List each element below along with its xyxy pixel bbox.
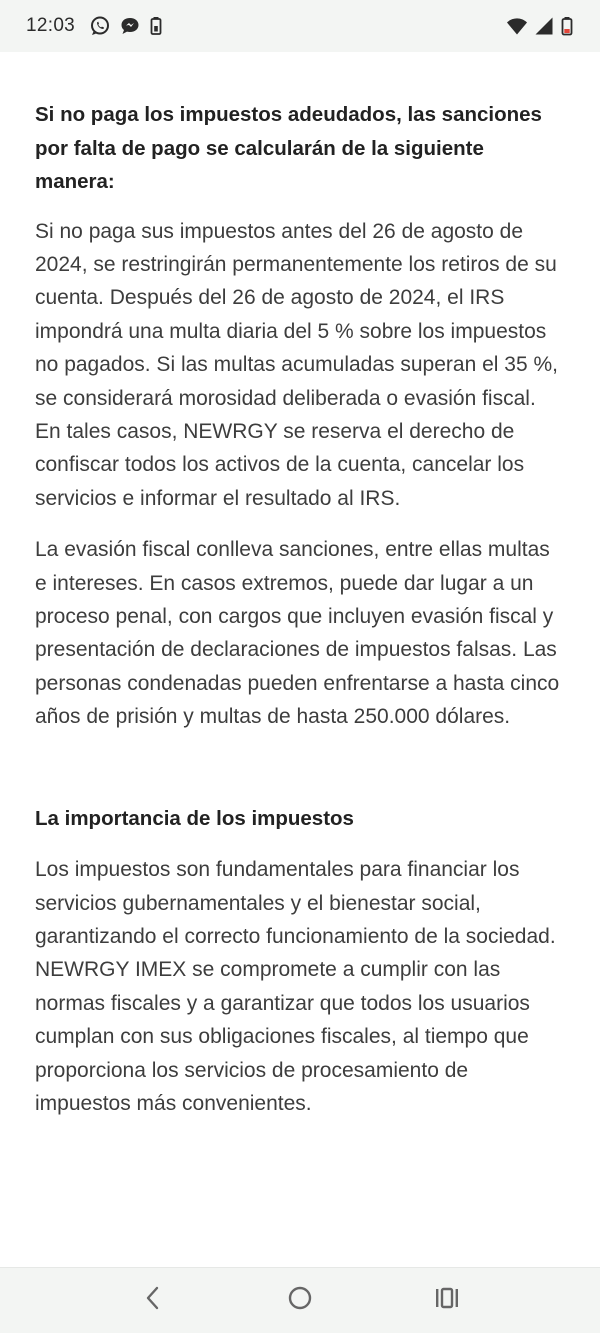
chat-bubble-icon [119, 15, 141, 37]
home-button[interactable] [270, 1276, 330, 1326]
status-left [26, 15, 171, 37]
back-icon [142, 1285, 164, 1316]
battery-saver-icon [149, 15, 163, 37]
home-icon [286, 1284, 314, 1317]
wifi-icon [506, 16, 528, 36]
status-right [500, 15, 574, 37]
status-time: 12:03 [26, 15, 76, 36]
whatsapp-icon [89, 15, 111, 37]
status-bar [0, 0, 600, 52]
back-button[interactable] [123, 1276, 183, 1326]
paragraph-payment-deadline: Si no paga sus impuestos antes del 26 de agosto de 2024, se restringirán permanentemente los retiros de su cuenta. Después del 26 de agosto de 2024, el IRS impondrá una multa diaria del 5 % sobre los impuestos no pagados. Si las multas acumuladas superan el 35 %, se considerará morosidad deliberada o evasión fiscal. En tales casos, NEWRGY se reserva el derecho de confiscar todos los activos de la cuenta, cancelar los servicios e informar el resultado al IRS. [35, 219, 558, 510]
paragraph-importance: Los impuestos son fundamentales para financiar los servicios gubernamentales y el bienestar social, garantizando el correcto funcionamiento de la sociedad. NEWRGY IMEX se compromete a cumplir con las normas fiscales y a garantizar que todos los usuarios cumplan con sus obligaciones fiscales, al tiempo que proporciona los servicios de procesamiento de impuestos más convenientes. [35, 858, 556, 1115]
navigation-bar [0, 1267, 600, 1333]
section-heading-penalties: Si no paga los impuestos adeudados, las sanciones por falta de pago se calcularán de la siguiente manera: [35, 103, 542, 193]
recent-apps-icon [434, 1286, 460, 1315]
article-content [0, 52, 600, 1267]
battery-icon [560, 15, 574, 37]
paragraph-tax-evasion: La evasión fiscal conlleva sanciones, entre ellas multas e intereses. En casos extremos, puede dar lugar a un proceso penal, con cargos que incluyen evasión fiscal y presentación de declaraciones de impuestos falsas. Las personas condenadas pueden enfrentarse a hasta cinco años de prisión y multas de hasta 250.000 dólares. [35, 538, 560, 729]
recent-apps-button[interactable] [417, 1276, 477, 1326]
section-heading-importance: La importancia de los impuestos [35, 806, 354, 830]
cellular-signal-icon [534, 16, 554, 36]
